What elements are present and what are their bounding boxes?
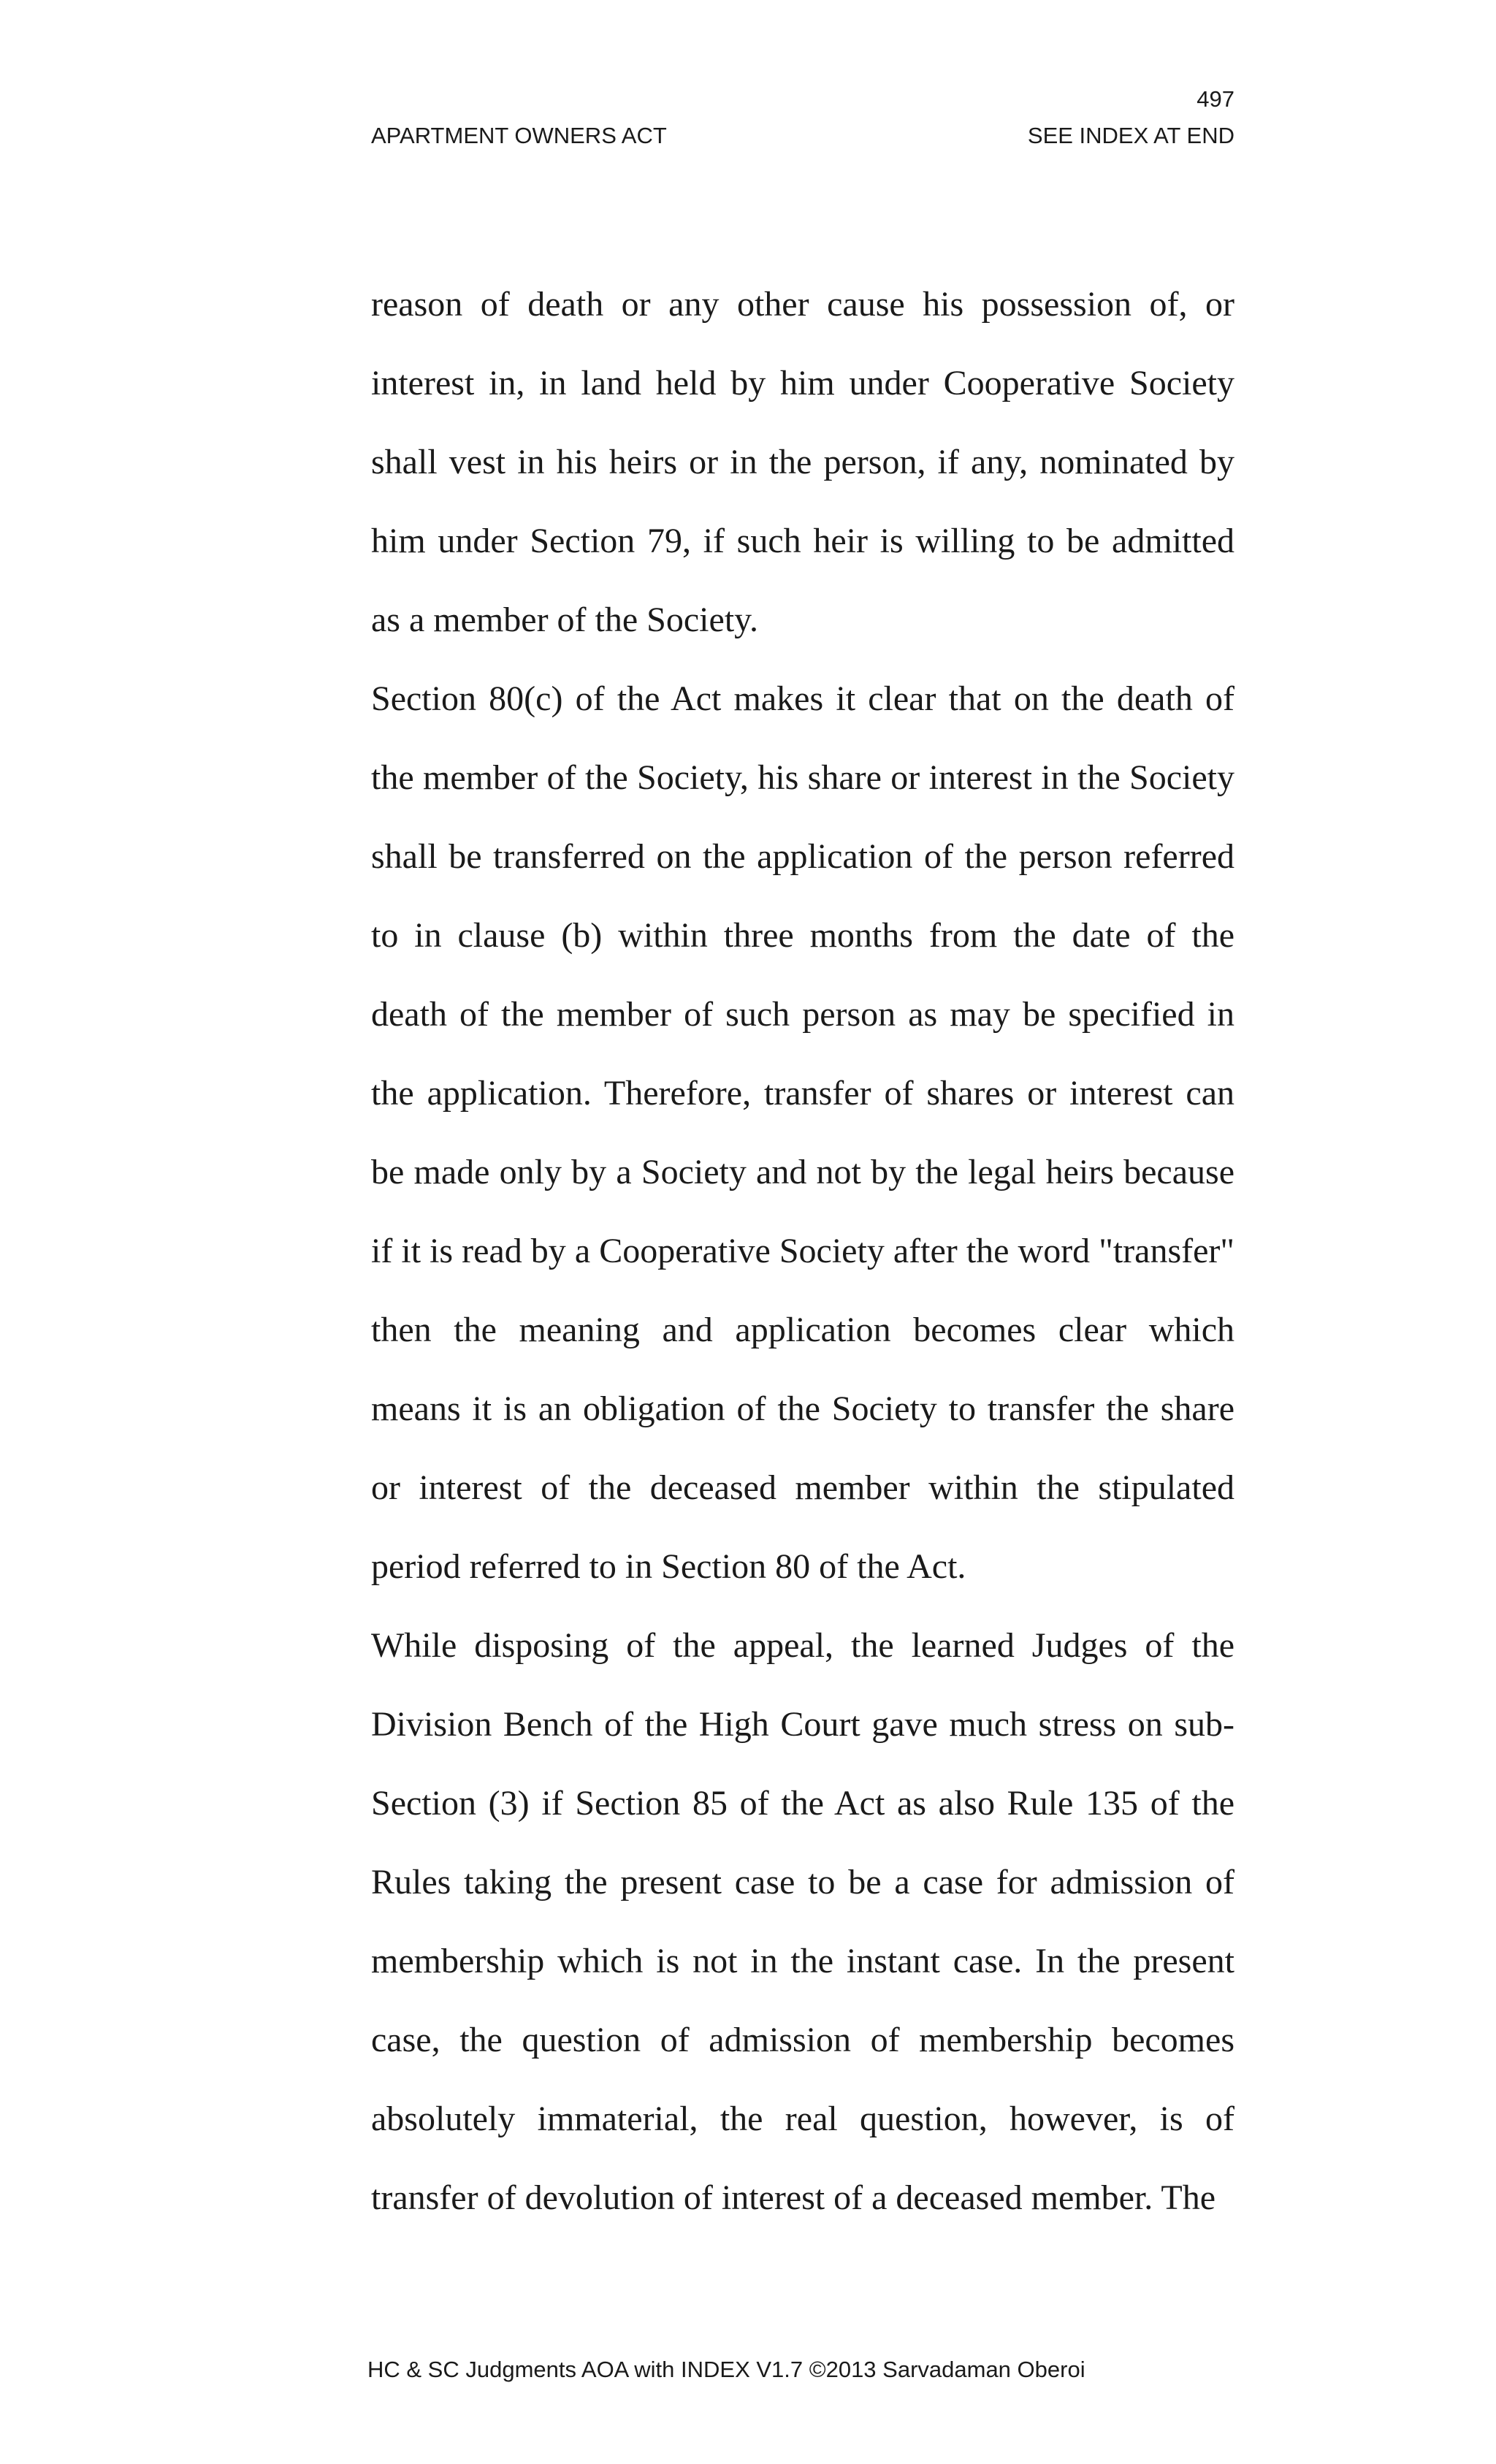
header-index-note: SEE INDEX AT END: [1027, 123, 1234, 148]
paragraph-2: Section 80(c) of the Act makes it clear that on the death of the member of the Society, his share or interest in the Society shall be transferred on the application of the person referred to in clause (b) within three months from the date of the death of the member of such person as may be specified in the application. Therefore, transfer of shares or interest can be made only by a Society and not by the legal heirs because if it is read by a Cooperative Society after the word "transfer" then the meaning and application becomes clear which means it is an obligation of the Society to transfer the share or interest of the deceased member within the stipulated period referred to in Section 80 of the Act.: [371, 679, 1234, 1586]
page-number: 497: [1197, 86, 1234, 112]
header-title: APARTMENT OWNERS ACT: [371, 123, 667, 148]
paragraph-3: While disposing of the appeal, the learned Judges of the Division Bench of the High Court gave much stress on sub-Section (3) if Section 85 of the Act as also Rule 135 of the Rules taking the present case to be a case for admission of membership which is not in the instant case. In the present case, the question of admission of membership becomes absolutely immaterial, the real question, however, is of transfer of devolution of interest of a deceased member. The: [371, 1626, 1234, 2217]
paragraph-1: reason of death or any other cause his possession of, or interest in, in land held by him under Cooperative Society shall vest in his heirs or in the person, if any, nominated by him under Section 79, if such heir is willing to be admitted as a member of the Society.: [371, 285, 1234, 639]
body-text: [371, 265, 1234, 2238]
running-header: [371, 124, 1234, 147]
footer-credit: HC & SC Judgments AOA with INDEX V1.7 ©2013 Sarvadaman Oberoi: [367, 2357, 1085, 2382]
